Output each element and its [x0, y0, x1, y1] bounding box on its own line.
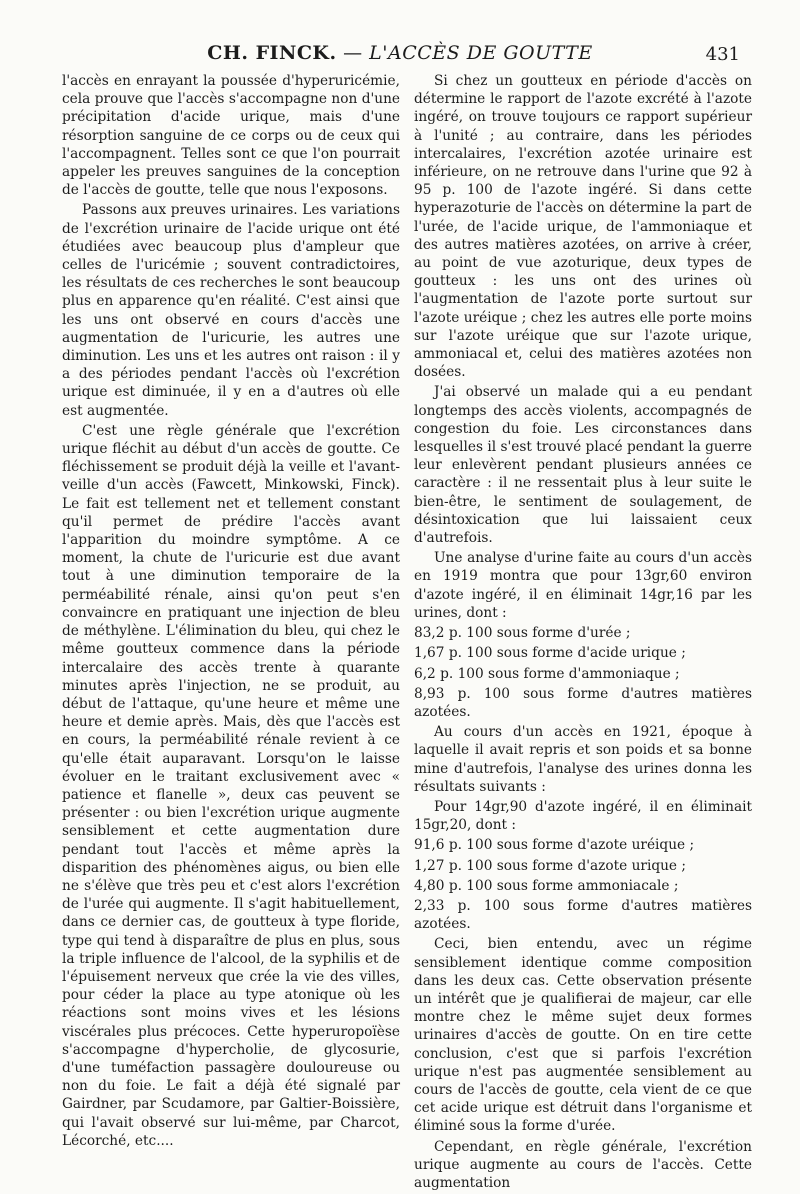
right-column: [414, 72, 752, 1194]
running-author: CH. FINCK.: [207, 42, 337, 64]
paragraph: C'est une règle générale que l'excrétion urique fléchit au début d'un accès de goutte. Ce fléchissement se produit déjà la veille et l'avant-veille d'un accès (Fawcett, Minkowski, Finck). Le fait est tellement net et tellement constant qu'il permet de prédire l'accès avant l'apparition du moindre symptôme. A ce moment, la chute de l'uricurie est due avant tout à une diminution temporaire de la perméabilité rénale, ainsi qu'on peut s'en convaincre en pratiquant une injection de bleu de méthylène. L'élimination du bleu, qui chez le même goutteux commence dans la période intercalaire des accès trente à quarante minutes après l'injection, ne se produit, au début de l'attaque, qu'une heure et même une heure et demie après. Mais, dès que l'accès est en cours, la perméabilité rénale revient à ce qu'elle était auparavant. Lorsqu'on le laisse évoluer en le traitant exclusivement avec « patience et flanelle », deux cas peuvent se présenter : ou bien l'excrétion urique augmente sensiblement et cette augmentation dure pendant tout l'accès et même après la disparition des phénomènes aigus, ou bien elle ne s'élève que très peu et c'est alors l'excrétion de l'urée qui augmente. Il s'agit habituellement, dans ce dernier cas, de goutteux à type floride, type qui tend à disparaître de plus en plus, sous la triple influence de l'alcool, de la syphilis et de l'épuisement nerveux que crée la vie des villes, pour céder la place au type atonique où les réactions sont moins vives et les lésions viscérales plus précoces. Cette hyperuropoïèse s'accompagne d'hypercholie, de glycosurie, d'une tuméfaction passagère douloureuse ou non du foie. Le fait a déjà été signalé par Gairdner, par Scudamore, par Galtier-Boissière, qui l'avait observé sur lui-même, par Charcot, Lécorché, etc....: [62, 422, 400, 1149]
list-item: 2,33 p. 100 sous forme d'autres matières azotées.: [414, 897, 752, 933]
list-item: 83,2 p. 100 sous forme d'urée ;: [414, 625, 631, 642]
page-number: 431: [705, 44, 740, 65]
paragraph: Passons aux preuves urinaires. Les variations de l'excrétion urinaire de l'acide urique ont été étudiées avec beaucoup plus d'ampleur que celles de l'uricémie ; souvent contradictoires, les résultats de ces recherches le sont beaucoup plus en apparence qu'en réalité. C'est ainsi que les uns ont observé en cours d'accès une augmentation de l'uricurie, les autres une diminution. Les uns et les autres ont raison : il y a des périodes pendant l'accès où l'excrétion urique est diminuée, il y en a d'autres où elle est augmentée.: [62, 202, 400, 419]
page-header: [60, 40, 740, 70]
list-item: 1,67 p. 100 sous forme d'acide urique ;: [414, 645, 686, 662]
paragraph: Une analyse d'urine faite au cours d'un accès en 1919 montra que pour 13gr,60 environ d'azote ingéré, il en éliminait 14gr,16 par les urines, dont :: [414, 550, 752, 621]
left-column: [62, 72, 400, 1152]
running-article-title: L'ACCÈS DE GOUTTE: [369, 42, 593, 64]
list-item: 91,6 p. 100 sous forme d'azote uréique ;: [414, 837, 695, 854]
paragraph: Au cours d'un accès en 1921, époque à laquelle il avait repris et son poids et sa bonne mine d'autrefois, l'analyse des urines donna les résultats suivants :: [414, 724, 752, 795]
paragraph: Ceci, bien entendu, avec un régime sensiblement identique comme composition dans les deux cas. Cette observation présente un intérêt que je qualifierai de majeur, car elle montre chez le même sujet deux formes urinaires d'accès de goutte. On en tire cette conclusion, c'est que si parfois l'excrétion urique n'est pas augmentée sensiblement au cours de l'accès de goutte, cela vient de ce que cet acide urique est détruit dans l'organisme et éliminé sous la forme d'urée.: [414, 936, 752, 1135]
paragraph: J'ai observé un malade qui a eu pendant longtemps des accès violents, accompagnés de congestion du foie. Les circonstances dans lesquelles il s'est trouvé placé pendant la guerre leur enlevèrent pendant plusieurs années ce caractère : il ne ressentait plus à leur suite le bien-être, le sentiment de soulagement, de désintoxication que lui laissaient ceux d'autrefois.: [414, 384, 752, 547]
paragraph: Si chez un goutteux en période d'accès on détermine le rapport de l'azote excrété à l'azote ingéré, on trouve toujours ce rapport supérieur à l'unité ; au contraire, dans les périodes intercalaires, l'excrétion azotée urinaire est inférieure, on ne retrouve dans l'urine que 92 à 95 p. 100 de l'azote ingéré. Si dans cette hyperazoturie de l'accès on détermine la part de l'urée, de l'acide urique, de l'ammoniaque et des autres matières azotées, on arrive à créer, au point de vue azoturique, deux types de goutteux : les uns ont des urines où l'augmentation de l'azote porte surtout sur l'azote uréique ; chez les autres elle porte moins sur l'azote uréique que sur l'azote urique, ammoniacal et, celui des matières azotées non dosées.: [414, 73, 752, 381]
list-item: 6,2 p. 100 sous forme d'ammoniaque ;: [414, 665, 680, 682]
paragraph: l'accès en enrayant la poussée d'hyperuricémie, cela prouve que l'accès s'accompagne non d'une précipitation d'acide urique, mais d'une résorption sanguine de ce corps ou de ceux qui l'accompagnent. Telles sont ce que l'on pourrait appeler les preuves sanguines de la conception de l'accès de goutte, telle que nous l'exposons.: [62, 73, 400, 199]
paragraph: Cependant, en règle générale, l'excrétion urique augmente au cours de l'accès. Cette augmentation: [414, 1138, 752, 1191]
paragraph: Pour 14gr,90 d'azote ingéré, il en éliminait 15gr,20, dont :: [414, 798, 752, 834]
list-item: 4,80 p. 100 sous forme ammoniacale ;: [414, 877, 679, 894]
running-title: [60, 42, 740, 64]
list-item: 8,93 p. 100 sous forme d'autres matières azotées.: [414, 685, 752, 720]
list-item: 1,27 p. 100 sous forme d'azote urique ;: [414, 857, 686, 874]
title-separator: —: [343, 42, 363, 64]
